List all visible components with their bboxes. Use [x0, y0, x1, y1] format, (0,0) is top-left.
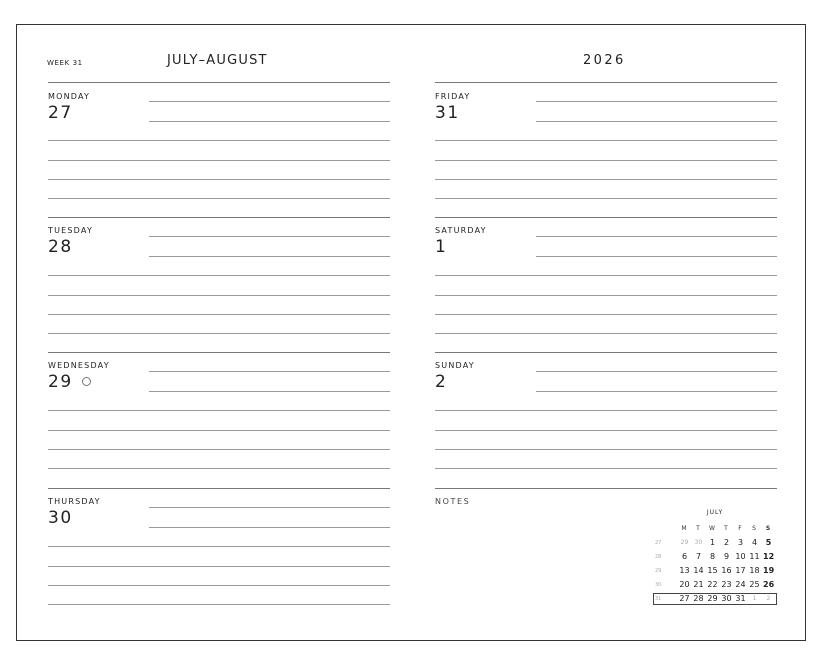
- ruled-line: [48, 604, 390, 605]
- mini-weekday-header: M: [681, 525, 687, 532]
- day-number: 27: [48, 103, 73, 123]
- ruled-line: [536, 101, 777, 102]
- mini-weekday-header: S: [752, 525, 756, 532]
- ruled-line: [536, 371, 777, 372]
- day-number: 30: [48, 508, 73, 528]
- mini-calendar-day[interactable]: 23: [721, 580, 732, 589]
- ruled-line: [48, 449, 390, 450]
- ruled-line: [48, 160, 390, 161]
- ruled-line: [435, 160, 777, 161]
- mini-weekday-header: T: [724, 525, 728, 532]
- mini-weekday-header: T: [696, 525, 700, 532]
- ruled-line: [48, 546, 390, 547]
- mini-week-number: 30: [655, 582, 662, 588]
- ruled-line: [536, 121, 777, 122]
- day-name: FRIDAY: [435, 92, 471, 101]
- mini-calendar-day[interactable]: 2: [723, 538, 730, 547]
- mini-calendar-day[interactable]: 17: [735, 566, 746, 575]
- mini-calendar-week-row: [653, 565, 777, 577]
- ruled-line: [48, 585, 390, 586]
- ruled-line: [48, 566, 390, 567]
- current-week-highlight-box: [653, 593, 777, 605]
- ruled-line: [48, 410, 390, 411]
- mini-weekday-header: W: [709, 525, 715, 532]
- ruled-line: [435, 333, 777, 334]
- ruled-line: [536, 391, 777, 392]
- mini-week-number: 28: [655, 554, 662, 560]
- ruled-line: [48, 198, 390, 199]
- mini-calendar-day[interactable]: 1: [752, 595, 757, 602]
- ruled-line: [149, 101, 390, 102]
- mini-calendar-day[interactable]: 31: [735, 594, 746, 603]
- mini-calendar-day[interactable]: 6: [681, 552, 688, 561]
- mini-calendar-day[interactable]: 30: [694, 539, 703, 546]
- mini-calendar-day[interactable]: 5: [765, 538, 772, 547]
- ruled-line: [48, 295, 390, 296]
- ruled-line: [435, 449, 777, 450]
- ruled-line: [149, 256, 390, 257]
- ruled-line: [435, 468, 777, 469]
- mini-calendar-day[interactable]: 8: [709, 552, 716, 561]
- mini-weekday-header: S: [765, 525, 771, 532]
- day-name: THURSDAY: [48, 497, 101, 506]
- mini-calendar-day[interactable]: 1: [709, 538, 716, 547]
- ruled-line: [48, 430, 390, 431]
- day-number: 28: [48, 237, 73, 257]
- ruled-line: [48, 352, 390, 353]
- week-number: WEEK 31: [47, 59, 83, 67]
- mini-calendar-day[interactable]: 28: [693, 594, 704, 603]
- ruled-line: [435, 140, 777, 141]
- mini-calendar-day[interactable]: 12: [763, 552, 775, 561]
- mini-weekday-header: F: [738, 525, 742, 532]
- ruled-line: [435, 295, 777, 296]
- mini-calendar-day[interactable]: 14: [693, 566, 704, 575]
- ruled-line: [435, 82, 777, 83]
- ruled-line: [536, 256, 777, 257]
- ruled-line: [48, 333, 390, 334]
- ruled-line: [435, 488, 777, 489]
- day-number: 1: [435, 237, 448, 257]
- ruled-line: [435, 314, 777, 315]
- mini-calendar-day[interactable]: 18: [749, 566, 760, 575]
- mini-calendar-day[interactable]: 29: [707, 594, 718, 603]
- mini-calendar-day[interactable]: 19: [763, 566, 775, 575]
- ruled-line: [48, 314, 390, 315]
- ruled-line: [149, 236, 390, 237]
- day-name: WEDNESDAY: [48, 361, 110, 370]
- mini-calendar-day[interactable]: 11: [749, 552, 760, 561]
- ruled-line: [536, 236, 777, 237]
- ruled-line: [48, 82, 390, 83]
- ruled-line: [149, 507, 390, 508]
- ruled-line: [48, 217, 390, 218]
- mini-calendar-day[interactable]: 22: [707, 580, 718, 589]
- ruled-line: [435, 179, 777, 180]
- mini-calendar-week-row: [653, 537, 777, 549]
- day-number: 2: [435, 372, 448, 392]
- ruled-line: [435, 352, 777, 353]
- ruled-line: [48, 468, 390, 469]
- ruled-line: [435, 217, 777, 218]
- day-name: SATURDAY: [435, 226, 487, 235]
- mini-calendar-day[interactable]: 30: [721, 594, 732, 603]
- mini-calendar-day[interactable]: 24: [735, 580, 746, 589]
- mini-calendar-day[interactable]: 3: [737, 538, 744, 547]
- mini-calendar-day[interactable]: 13: [679, 566, 690, 575]
- ruled-line: [48, 179, 390, 180]
- ruled-line: [435, 410, 777, 411]
- mini-week-number: 31: [655, 596, 662, 602]
- year-title: 2026: [583, 53, 626, 68]
- mini-week-number: 29: [655, 568, 662, 574]
- mini-calendar-day[interactable]: 4: [751, 538, 758, 547]
- ruled-line: [149, 391, 390, 392]
- ruled-line: [435, 198, 777, 199]
- ruled-line: [435, 430, 777, 431]
- mini-calendar-day[interactable]: 26: [763, 580, 775, 589]
- mini-calendar-day[interactable]: 20: [679, 580, 690, 589]
- mini-calendar-day[interactable]: 21: [693, 580, 704, 589]
- mini-calendar-day[interactable]: 27: [679, 594, 690, 603]
- mini-calendar-day[interactable]: 16: [721, 566, 732, 575]
- mini-calendar-week-row: [653, 579, 777, 591]
- day-name: SUNDAY: [435, 361, 475, 370]
- ruled-line: [48, 275, 390, 276]
- ruled-line: [48, 488, 390, 489]
- mini-calendar-day[interactable]: 7: [695, 552, 702, 561]
- planner-spread: [16, 24, 806, 641]
- month-range-title: JULY–AUGUST: [167, 53, 268, 68]
- mini-calendar-day[interactable]: 29: [680, 539, 689, 546]
- ruled-line: [149, 371, 390, 372]
- first-quarter-moon-icon: [82, 377, 91, 386]
- mini-calendar-week-row: [653, 551, 777, 563]
- day-number: 29: [48, 372, 73, 392]
- day-name: TUESDAY: [48, 226, 94, 235]
- ruled-line: [48, 140, 390, 141]
- mini-calendar-day[interactable]: 25: [749, 580, 760, 589]
- ruled-line: [435, 275, 777, 276]
- mini-calendar-day[interactable]: 15: [707, 566, 718, 575]
- mini-calendar-day[interactable]: 10: [735, 552, 746, 561]
- mini-week-number: 27: [655, 540, 662, 546]
- ruled-line: [149, 527, 390, 528]
- mini-calendar-day[interactable]: 9: [723, 552, 730, 561]
- notes-label: NOTES: [435, 497, 471, 506]
- mini-calendar-month: JULY: [706, 509, 724, 516]
- day-name: MONDAY: [48, 92, 91, 101]
- day-number: 31: [435, 103, 460, 123]
- ruled-line: [149, 121, 390, 122]
- mini-calendar-day[interactable]: 2: [766, 595, 771, 602]
